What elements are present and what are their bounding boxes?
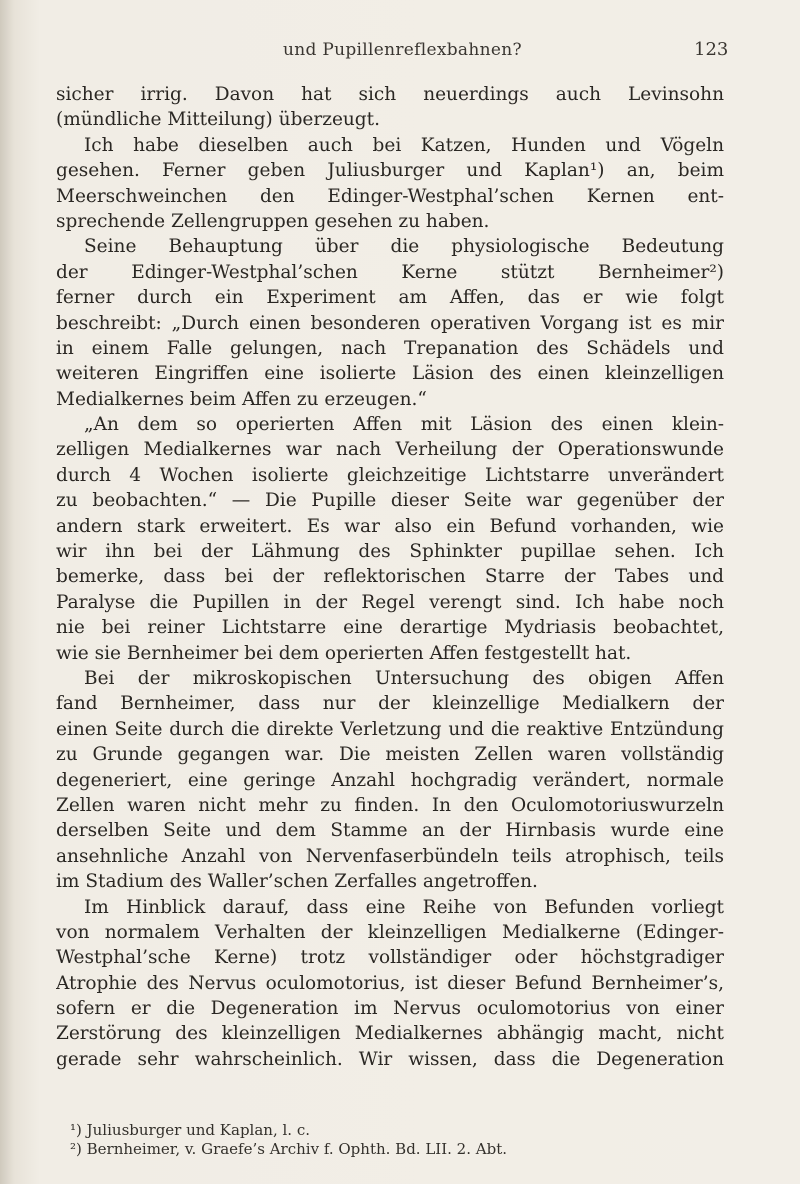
running-title: und Pupillenreflexbahnen? <box>283 40 522 60</box>
footnotes <box>70 1121 710 1159</box>
text-line: degeneriert, eine geringe Anzahl hochgradig verändert, normale <box>56 769 724 791</box>
text-line: bemerke, dass bei der reflektorischen Starre der Tabes und <box>56 566 724 588</box>
text-line: durch 4 Wochen isolierte gleichzeitige Lichtstarre unverändert <box>56 464 724 486</box>
text-line: Westphal’sche Kerne) trotz vollständiger oder höchstgradiger <box>56 947 724 969</box>
text-line: weiteren Eingriffen eine isolierte Läsion des einen kleinzelligen <box>56 363 724 385</box>
text-line: Im Hinblick darauf, dass eine Reihe von Befunden vorliegt <box>84 896 724 918</box>
text-line: andern stark erweitert. Es war also ein Befund vorhanden, wie <box>56 515 724 537</box>
text-line: zelligen Medialkernes war nach Verheilung der Operationswunde <box>56 439 724 461</box>
text-line: ferner durch ein Experiment am Affen, das er wie folgt <box>56 287 724 309</box>
text-line: fand Bernheimer, dass nur der kleinzellige Medialkern der <box>56 693 724 715</box>
text-line: im Stadium des Waller’schen Zerfalles angetroffen. <box>56 871 538 893</box>
text-line: „An dem so operierten Affen mit Läsion des einen klein- <box>84 414 724 436</box>
text-line: einen Seite durch die direkte Verletzung und die reaktive Entzündung <box>56 718 724 740</box>
page-header <box>0 40 800 64</box>
text-line: in einem Falle gelungen, nach Trepanation des Schädels und <box>56 337 724 359</box>
text-line: Seine Behauptung über die physiologische Bedeutung <box>84 236 724 258</box>
text-line: sofern er die Degeneration im Nervus oculomotorius von einer <box>56 998 724 1020</box>
text-line: Ich habe dieselben auch bei Katzen, Hunden und Vögeln <box>84 134 724 156</box>
text-line: zu beobachten.“ — Die Pupille dieser Seite war gegenüber der <box>56 490 724 512</box>
text-line: zu Grunde gegangen war. Die meisten Zellen waren vollständig <box>56 744 724 766</box>
text-line: wie sie Bernheimer bei dem operierten Affen festgestellt hat. <box>56 642 632 664</box>
text-line: Medialkernes beim Affen zu erzeugen.“ <box>56 388 427 410</box>
page-number: 123 <box>694 39 729 60</box>
text-line: Zellen waren nicht mehr zu finden. In den Oculomotoriuswurzeln <box>56 794 724 816</box>
text-line: nie bei reiner Lichtstarre eine derartige Mydriasis beobachtet, <box>56 617 724 639</box>
text-line: Bei der mikroskopischen Untersuchung des obigen Affen <box>84 667 724 689</box>
text-line: der Edinger-Westphal’schen Kerne stützt Bernheimer²) <box>56 261 724 283</box>
text-line: sprechende Zellengruppen gesehen zu haben. <box>56 210 490 232</box>
text-line: beschreibt: „Durch einen besonderen operativen Vorgang ist es mir <box>56 312 724 334</box>
text-line: Zerstörung des kleinzelligen Medialkernes abhängig macht, nicht <box>56 1023 724 1045</box>
text-line: wir ihn bei der Lähmung des Sphinkter pupillae sehen. Ich <box>56 541 724 563</box>
body-text <box>56 82 724 1072</box>
text-line: Atrophie des Nervus oculomotorius, ist dieser Befund Bernheimer’s, <box>56 972 724 994</box>
text-line: Paralyse die Pupillen in der Regel verengt sind. Ich habe noch <box>56 591 724 613</box>
text-line: derselben Seite und dem Stamme an der Hirnbasis wurde eine <box>56 820 724 842</box>
text-line: Meerschweinchen den Edinger-Westphal’schen Kernen ent- <box>56 185 724 207</box>
text-line: (mündliche Mitteilung) überzeugt. <box>56 109 380 131</box>
text-line: gesehen. Ferner geben Juliusburger und Kaplan¹) an, beim <box>56 160 724 182</box>
text-line: von normalem Verhalten der kleinzelligen Medialkerne (Edinger- <box>56 921 724 943</box>
footnote: ¹) Juliusburger und Kaplan, l. c. <box>70 1121 310 1139</box>
footnote: ²) Bernheimer, v. Graefe’s Archiv f. Ophth. Bd. LII. 2. Abt. <box>70 1140 507 1158</box>
text-line: gerade sehr wahrscheinlich. Wir wissen, dass die Degeneration <box>56 1048 724 1070</box>
text-line: ansehnliche Anzahl von Nervenfaserbündeln teils atrophisch, teils <box>56 845 724 867</box>
text-line: sicher irrig. Davon hat sich neuerdings auch Levinsohn <box>56 84 724 105</box>
